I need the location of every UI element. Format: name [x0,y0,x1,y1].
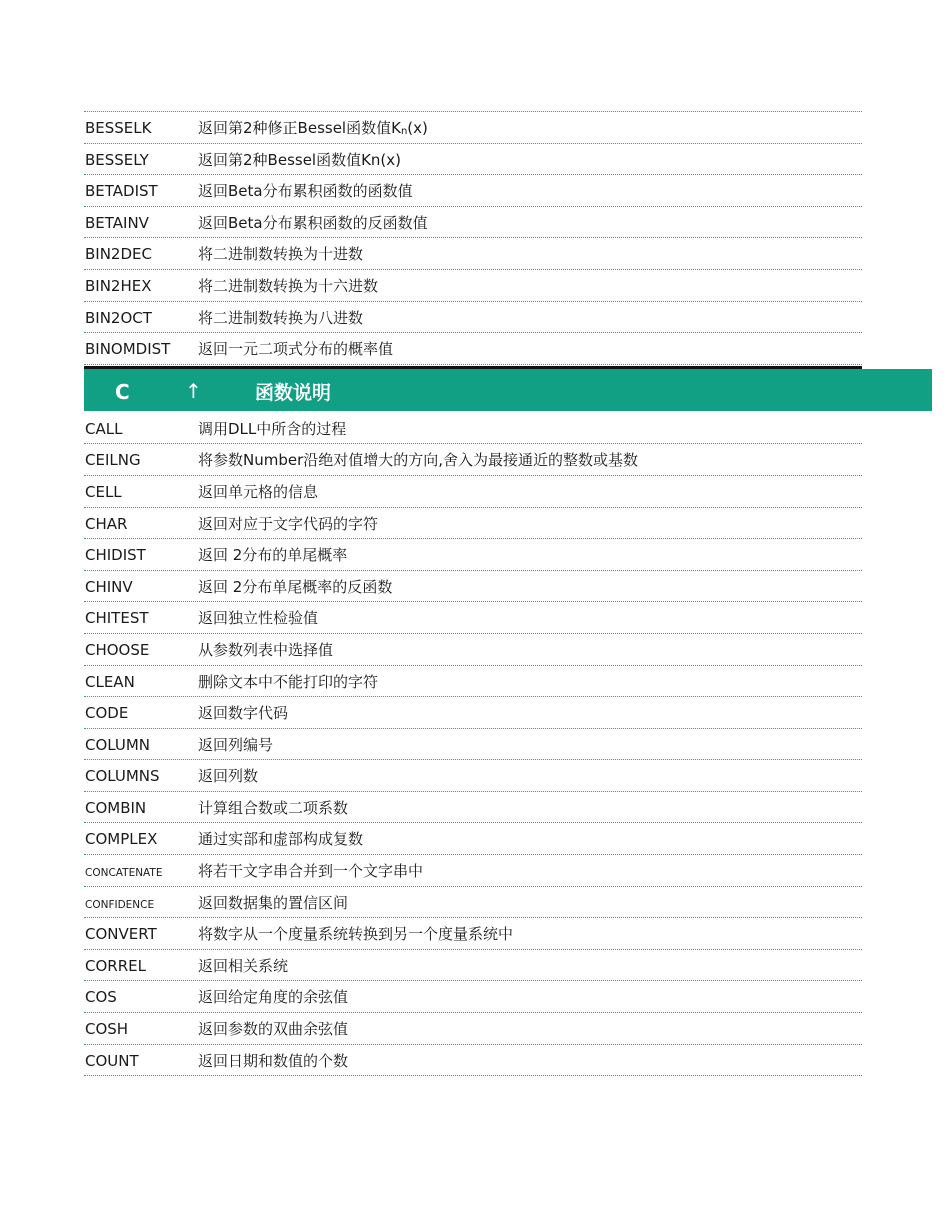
section-letter: C [115,379,130,404]
function-name: COMPLEX [85,830,158,849]
table-row [84,175,862,207]
up-arrow-icon[interactable]: ↑ [185,378,202,403]
function-name: CONCATENATE [85,867,163,880]
table-row [84,950,862,982]
function-description: 计算组合数或二项系数 [198,798,349,817]
function-name: BIN2DEC [85,245,152,264]
function-name: CHIDIST [85,546,146,565]
section-c-list [84,413,862,1076]
function-name: COUNT [85,1051,139,1070]
function-name: COSH [85,1020,129,1039]
function-name: COMBIN [85,798,147,817]
function-description: 返回 2分布单尾概率的反函数 [198,577,393,596]
function-description: 返回Beta分布累积函数的反函数值 [198,213,428,232]
table-row [84,792,862,824]
function-name: CONVERT [85,925,157,944]
description-tail: (x) [407,119,428,137]
function-name: COLUMN [85,735,151,754]
function-description: 将数字从一个度量系统转换到另一个度量系统中 [198,925,514,944]
function-name: CONFIDENCE [85,898,155,911]
description-subscript: n [400,126,408,137]
header-bar [84,369,932,411]
function-name: CLEAN [85,672,135,691]
function-name: CHITEST [85,609,149,628]
table-row [84,144,862,176]
table-row [84,112,862,144]
function-description: 返回列数 [198,767,259,786]
function-description: 调用DLL中所含的过程 [198,419,347,438]
function-name: CHINV [85,577,133,596]
table-row [84,270,862,302]
table-row [84,207,862,239]
table-row [84,302,862,334]
function-name: BINOMDIST [85,340,171,359]
function-name: CELL [85,482,122,501]
function-name: COS [85,988,117,1007]
table-row [84,238,862,270]
table-row [84,476,862,508]
function-description: 返回列编号 [198,735,274,754]
table-row [84,1013,862,1045]
function-name: CALL [85,419,123,438]
header-title: 函数说明 [255,381,332,404]
function-description: 将参数Number沿绝对值增大的方向,舍入为最接通近的整数或基数 [198,451,639,470]
function-description: 从参数列表中选择值 [198,640,334,659]
function-description [198,120,428,140]
table-row [84,760,862,792]
section-c-header [84,365,862,413]
function-description: 返回对应于文字代码的字符 [198,514,379,533]
section-b-list [84,112,862,365]
function-description: 返回相关系统 [198,956,289,975]
table-row [84,981,862,1013]
function-name: BETAINV [85,213,149,232]
function-description: 返回独立性检验值 [198,609,319,628]
table-row [84,697,862,729]
function-description: 通过实部和虚部构成复数 [198,830,364,849]
table-row [84,508,862,540]
function-name: COLUMNS [85,767,160,786]
table-row [84,887,862,919]
table-row [84,539,862,571]
function-description: 返回给定角度的余弦值 [198,988,349,1007]
table-row [84,634,862,666]
table-row [84,602,862,634]
table-row [84,571,862,603]
function-name: CHAR [85,514,128,533]
table-row [84,1045,862,1077]
function-description: 返回日期和数值的个数 [198,1051,349,1070]
function-description: 返回一元二项式分布的概率值 [198,340,394,359]
function-name: BESSELY [85,150,149,169]
function-description: 返回参数的双曲余弦值 [198,1020,349,1039]
table-row [84,918,862,950]
function-name: CODE [85,704,129,723]
function-name: CHOOSE [85,640,150,659]
function-description: 将若干文字串合并到一个文字串中 [198,862,424,881]
function-description: 返回Beta分布累积函数的函数值 [198,182,413,201]
function-description: 返回单元格的信息 [198,482,319,501]
table-row [84,729,862,761]
function-name: BETADIST [85,182,158,201]
table-row [84,413,862,445]
function-name: BIN2OCT [85,308,152,327]
function-name: BIN2HEX [85,276,152,295]
table-row [84,666,862,698]
function-description: 将二进制数转换为八进数 [198,308,364,327]
function-table [84,111,862,1076]
table-row [84,333,862,365]
description-text: 返回第2种修正Bessel函数值K [198,119,401,137]
function-description: 将二进制数转换为十进数 [198,245,364,264]
function-name: CORREL [85,956,146,975]
function-name: CEILNG [85,451,141,470]
function-description: 返回数据集的置信区间 [198,893,349,912]
function-name: BESSELK [85,119,152,137]
function-description: 返回数字代码 [198,704,289,723]
table-row [84,444,862,476]
table-row [84,855,862,887]
function-description: 删除文本中不能打印的字符 [198,672,379,691]
function-description: 返回 2分布的单尾概率 [198,546,348,565]
function-description: 返回第2种Bessel函数值Kn(x) [198,150,402,169]
table-row [84,823,862,855]
function-description: 将二进制数转换为十六进数 [198,276,379,295]
